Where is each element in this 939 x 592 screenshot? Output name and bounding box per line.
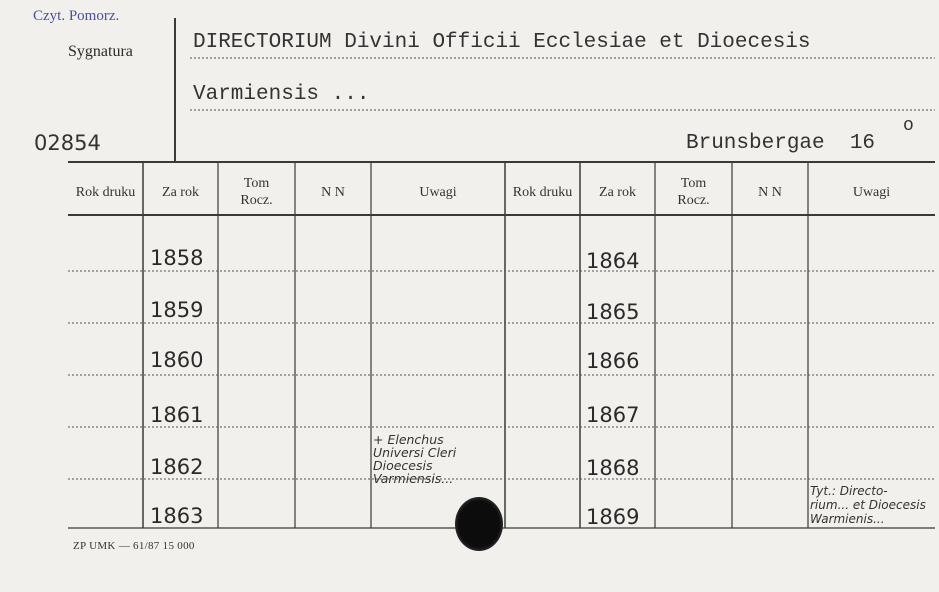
handwritten-note-right: Tyt.: Directo- rium... et Dioecesis Warmienis... <box>810 484 926 526</box>
library-stamp: Czyt. Pomorz. <box>33 8 120 24</box>
format-degree: o <box>903 116 914 136</box>
punch-hole <box>455 497 503 551</box>
year-entry: 1867 <box>586 403 640 427</box>
year-entry: 1860 <box>150 348 204 372</box>
header-rok-druku-2: Rok druku <box>512 184 573 200</box>
header-nn: N N <box>321 184 345 200</box>
header-uwagi-2: Uwagi <box>852 184 891 200</box>
header-za-rok: Za rok <box>162 184 199 200</box>
title-line-2: Varmiensis ... <box>193 83 370 106</box>
year-entry: 1861 <box>150 403 204 427</box>
call-number: 02854 <box>34 131 101 155</box>
year-entry: 1858 <box>150 246 204 270</box>
printer-footer: ZP UMK — 61/87 15 000 <box>73 540 195 552</box>
year-entry: 1862 <box>150 455 204 479</box>
year-entry: 1865 <box>586 300 640 324</box>
title-line-1: DIRECTORIUM Divini Officii Ecclesiae et Dioecesis <box>193 31 811 54</box>
year-entry: 1868 <box>586 456 640 480</box>
header-tom-rocz: Tom Rocz. <box>240 176 273 208</box>
year-entry: 1864 <box>586 249 640 273</box>
header-nn-2: N N <box>758 184 782 200</box>
year-entry: 1859 <box>150 298 204 322</box>
sygnatura-label: Sygnatura <box>68 43 133 60</box>
place-format: Brunsbergae 16 <box>686 132 876 155</box>
header-uwagi: Uwagi <box>419 184 457 200</box>
year-entry: 1869 <box>586 505 640 529</box>
header-za-rok-2: Za rok <box>599 184 636 200</box>
handwritten-note-left: + Elenchus Universi Cleri Dioecesis Varmiensis... <box>373 432 457 486</box>
header-tom-rocz-2: Tom Rocz. <box>677 176 710 208</box>
year-entry: 1863 <box>150 504 204 528</box>
header-rok-druku: Rok druku <box>75 184 136 200</box>
year-entry: 1866 <box>586 349 640 373</box>
